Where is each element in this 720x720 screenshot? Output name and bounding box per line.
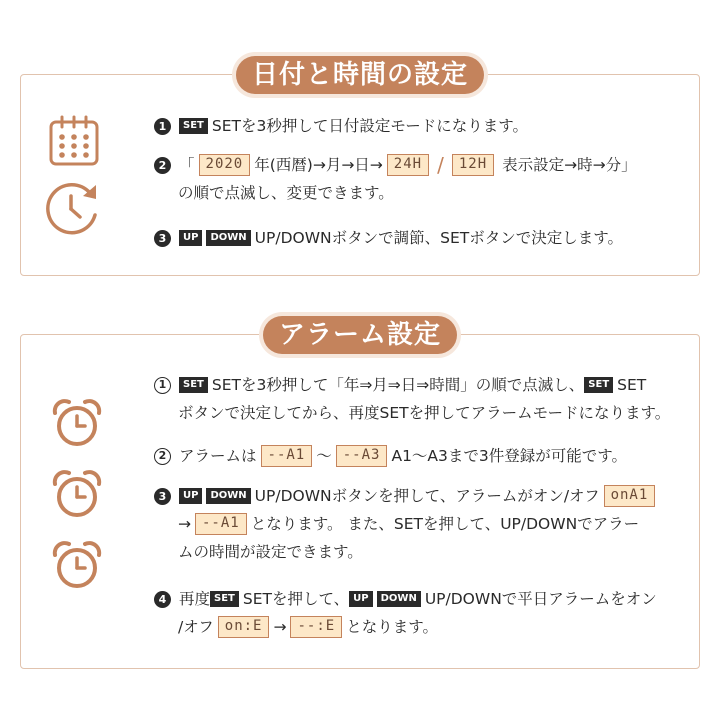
step-text: SETを3秒押して「年⇒月⇒日⇒時間」の順で点滅し、 xyxy=(211,376,585,394)
step-number: 2 xyxy=(154,448,171,465)
step-text: SETを3秒押して日付設定モードになります。 xyxy=(211,117,528,135)
arrow: → xyxy=(273,618,287,636)
up-button-icon: UP xyxy=(179,488,202,504)
step-2 xyxy=(154,151,685,207)
up-button-icon: UP xyxy=(179,230,202,246)
step-text: UP/DOWNボタンを押して、アラームがオン/オフ xyxy=(254,487,600,505)
step-text: UP/DOWNボタンで調節、SETボタンで決定します。 xyxy=(254,229,623,247)
step-2 xyxy=(154,442,685,470)
alarm-clock-icon xyxy=(51,468,103,520)
step-text: 再度 xyxy=(179,590,211,608)
step-1 xyxy=(154,112,685,140)
step-4 xyxy=(154,585,685,641)
tilde: 〜 xyxy=(316,447,332,465)
lcd-year: 2020 xyxy=(199,154,251,176)
date-time-settings-panel xyxy=(20,60,700,276)
alarm-clock-icon xyxy=(51,539,103,591)
slash-divider: / xyxy=(437,153,444,177)
step-text: SET xyxy=(617,376,647,394)
step-text-cont: ボタンで決定してから、再度SETを押してアラームモードになります。 xyxy=(178,404,671,422)
step-text: /オフ xyxy=(178,618,214,636)
lcd-weekday-off: --:E xyxy=(290,616,342,638)
step-3 xyxy=(154,482,685,566)
clock-cycle-icon xyxy=(43,179,105,239)
step-1 xyxy=(154,371,685,427)
step-text: アラームは xyxy=(179,447,257,465)
open-bracket: 「 xyxy=(179,156,195,174)
arrow: → xyxy=(178,515,191,533)
down-button-icon: DOWN xyxy=(206,488,250,504)
lcd-24h: 24H xyxy=(387,154,429,176)
step-text: UP/DOWNで平日アラームをオン xyxy=(424,590,657,608)
step-text: となります。 また、SETを押して、UP/DOWNでアラー xyxy=(250,515,640,533)
step-number: 4 xyxy=(154,591,171,608)
step-text: 表示設定→時→分」 xyxy=(502,156,637,174)
up-button-icon: UP xyxy=(349,591,372,607)
lcd-weekday-on: on:E xyxy=(218,616,270,638)
lcd-alarm-a1: --A1 xyxy=(261,445,313,467)
step-text: 年(西暦)→月→日→ xyxy=(254,156,383,174)
lcd-alarm-on: onA1 xyxy=(604,485,656,507)
calendar-icon xyxy=(47,113,101,167)
lcd-12h: 12H xyxy=(452,154,494,176)
step-3 xyxy=(154,224,685,252)
step-text-cont: の順で点滅し、変更できます。 xyxy=(178,184,394,202)
step-number: 3 xyxy=(154,230,171,247)
set-button-icon: SET xyxy=(584,377,613,393)
step-number: 1 xyxy=(154,118,171,135)
section-title: アラーム設定 xyxy=(263,316,457,354)
down-button-icon: DOWN xyxy=(377,591,421,607)
section-title: 日付と時間の設定 xyxy=(236,56,484,94)
step-text-cont: ムの時間が設定できます。 xyxy=(178,543,363,561)
set-button-icon: SET xyxy=(179,377,208,393)
set-button-icon: SET xyxy=(179,118,208,134)
step-text: SETを押して、 xyxy=(242,590,350,608)
down-button-icon: DOWN xyxy=(206,230,250,246)
alarm-settings-panel xyxy=(20,320,700,669)
step-number: 3 xyxy=(154,488,171,505)
step-text: A1〜A3まで3件登録が可能です。 xyxy=(391,447,628,465)
lcd-alarm-off: --A1 xyxy=(195,513,247,535)
lcd-alarm-a3: --A3 xyxy=(336,445,388,467)
set-button-icon: SET xyxy=(210,591,239,607)
step-text: となります。 xyxy=(346,618,438,636)
alarm-clock-icon xyxy=(51,397,103,449)
step-number: 1 xyxy=(154,377,171,394)
step-number: 2 xyxy=(154,157,171,174)
